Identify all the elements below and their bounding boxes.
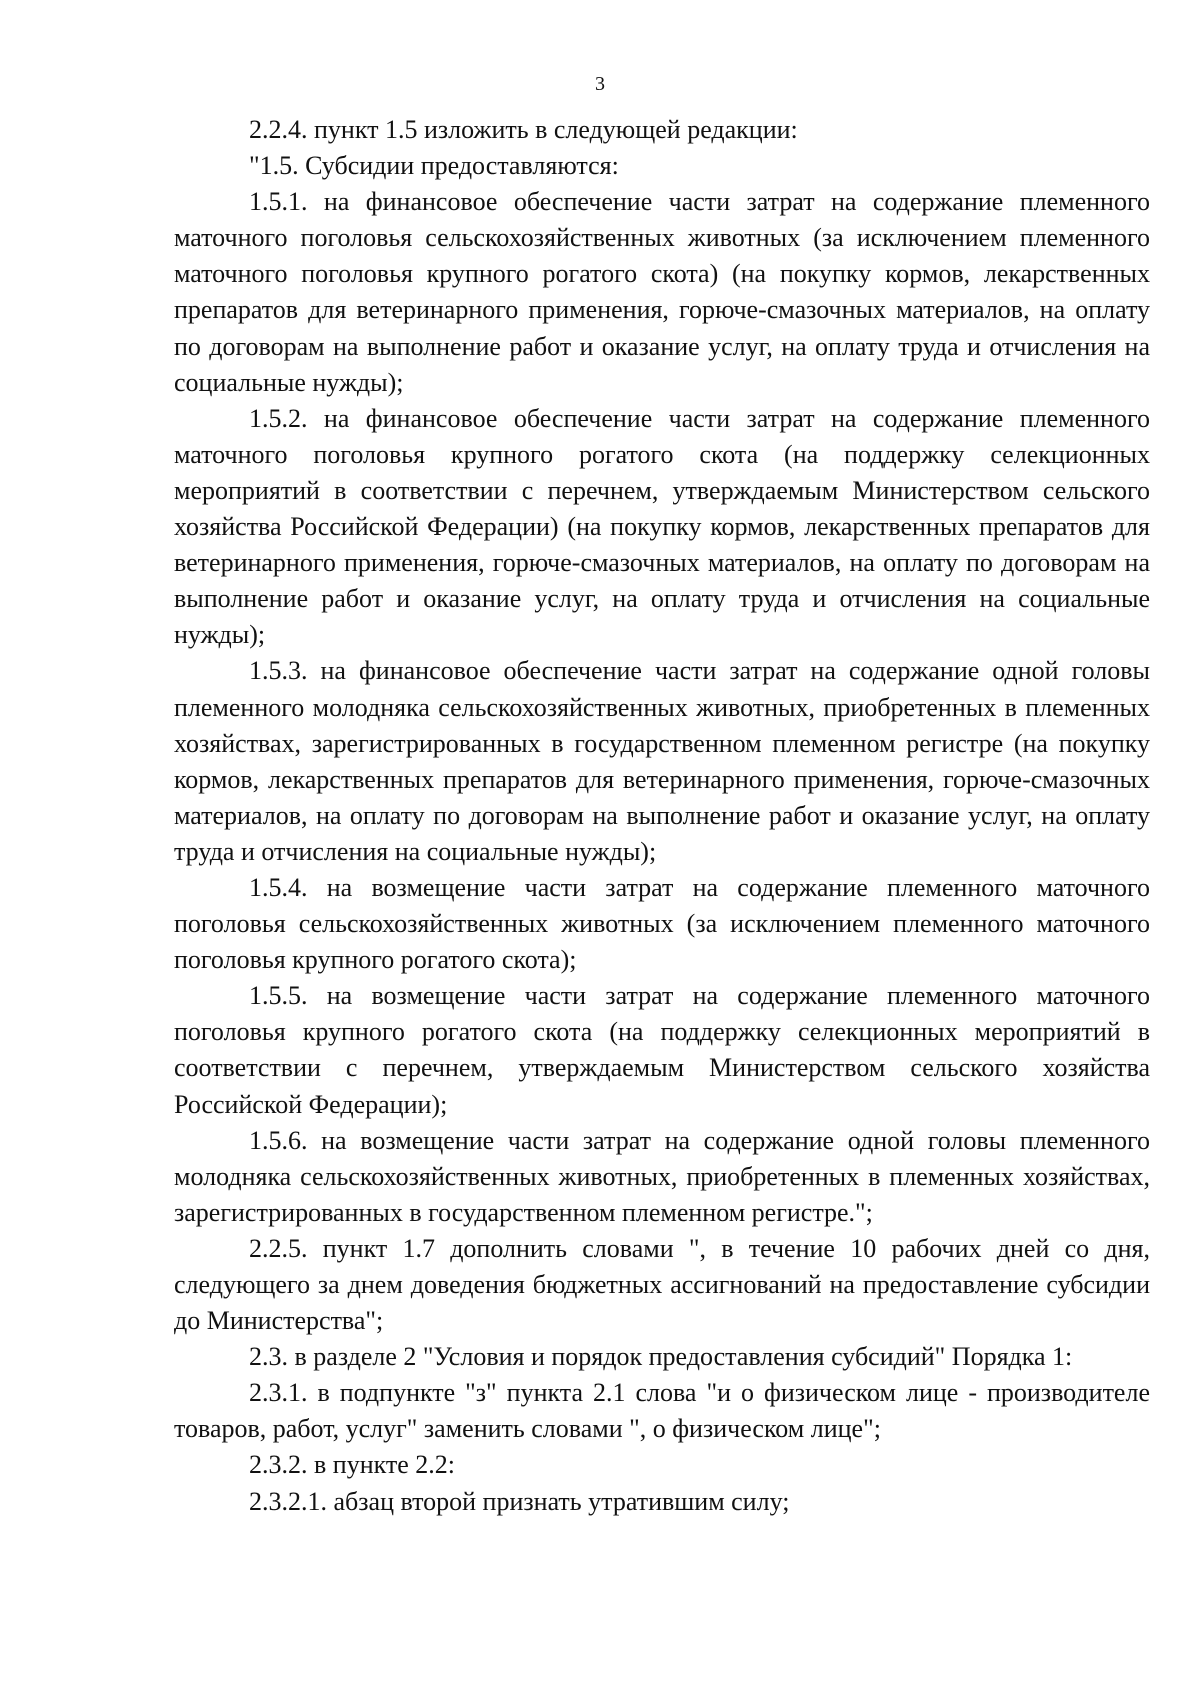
paragraph: 2.3.2.1. абзац второй признать утратившим силу;	[249, 1486, 790, 1516]
page-number: 3	[595, 73, 605, 95]
paragraph: 2.3.1. в подпункте "з" пункта 2.1 слова "и о физическом лице - производителе товаров, работ, услуг" заменить словами ", о физическом лице";	[174, 1378, 1150, 1444]
paragraph: 1.5.1. на финансовое обеспечение части затрат на содержание племенного маточного поголовья сельскохозяйственных животных (за исключением племенного маточного поголовья крупного рогатого скота) (на покупку кормов, лекарственных препаратов для ветеринарного применения, горюче-смазочных материалов, на оплату по договорам на выполнение работ и оказание услуг, на оплату труда и отчисления на социальные нужды);	[174, 187, 1150, 397]
paragraph: 1.5.3. на финансовое обеспечение части затрат на содержание одной головы племенного молодняка сельскохозяйственных животных, приобретенных в племенных хозяйствах, зарегистрированных в государственном племенном регистре (на покупку кормов, лекарственных препаратов для ветеринарного применения, горюче-смазочных материалов, на оплату по договорам на выполнение работ и оказание услуг, на оплату труда и отчисления на социальные нужды);	[174, 656, 1150, 866]
paragraph: 2.3. в разделе 2 "Условия и порядок предоставления субсидий" Порядка 1:	[249, 1342, 1073, 1372]
paragraph: 1.5.6. на возмещение части затрат на содержание одной головы племенного молодняка сельскохозяйственных животных, приобретенных в племенных хозяйствах, зарегистрированных в государственном племенном регистре.";	[174, 1125, 1150, 1227]
paragraph: 1.5.4. на возмещение части затрат на содержание племенного маточного поголовья сельскохозяйственных животных (за исключением племенного маточного поголовья крупного рогатого скота);	[174, 872, 1150, 975]
paragraph: 2.2.4. пункт 1.5 изложить в следующей редакции:	[249, 115, 798, 144]
paragraph: 2.3.2. в пункте 2.2:	[249, 1450, 456, 1480]
paragraph: "1.5. Субсидии предоставляются:	[249, 151, 619, 181]
paragraph: 1.5.5. на возмещение части затрат на содержание племенного маточного поголовья крупного рогатого скота (на поддержку селекционных мероприятий в соответствии с перечнем, утверждаемым Министерством сельского хозяйства Российской Федерации);	[174, 981, 1150, 1119]
paragraph: 2.2.5. пункт 1.7 дополнить словами ", в течение 10 рабочих дней со дня, следующего за днем доведения бюджетных ассигнований на предоставление субсидии до Министерства";	[174, 1233, 1150, 1336]
paragraph: 1.5.2. на финансовое обеспечение части затрат на содержание племенного маточного поголовья крупного рогатого скота (на поддержку селекционных мероприятий в соответствии с перечнем, утверждаемым Министерством сельского хозяйства Российской Федерации) (на покупку кормов, лекарственных препаратов для ветеринарного применения, горюче-смазочных материалов, на оплату по договорам на выполнение работ и оказание услуг, на оплату труда и отчисления на социальные нужды);	[174, 403, 1150, 650]
document-body	[174, 112, 1150, 1520]
